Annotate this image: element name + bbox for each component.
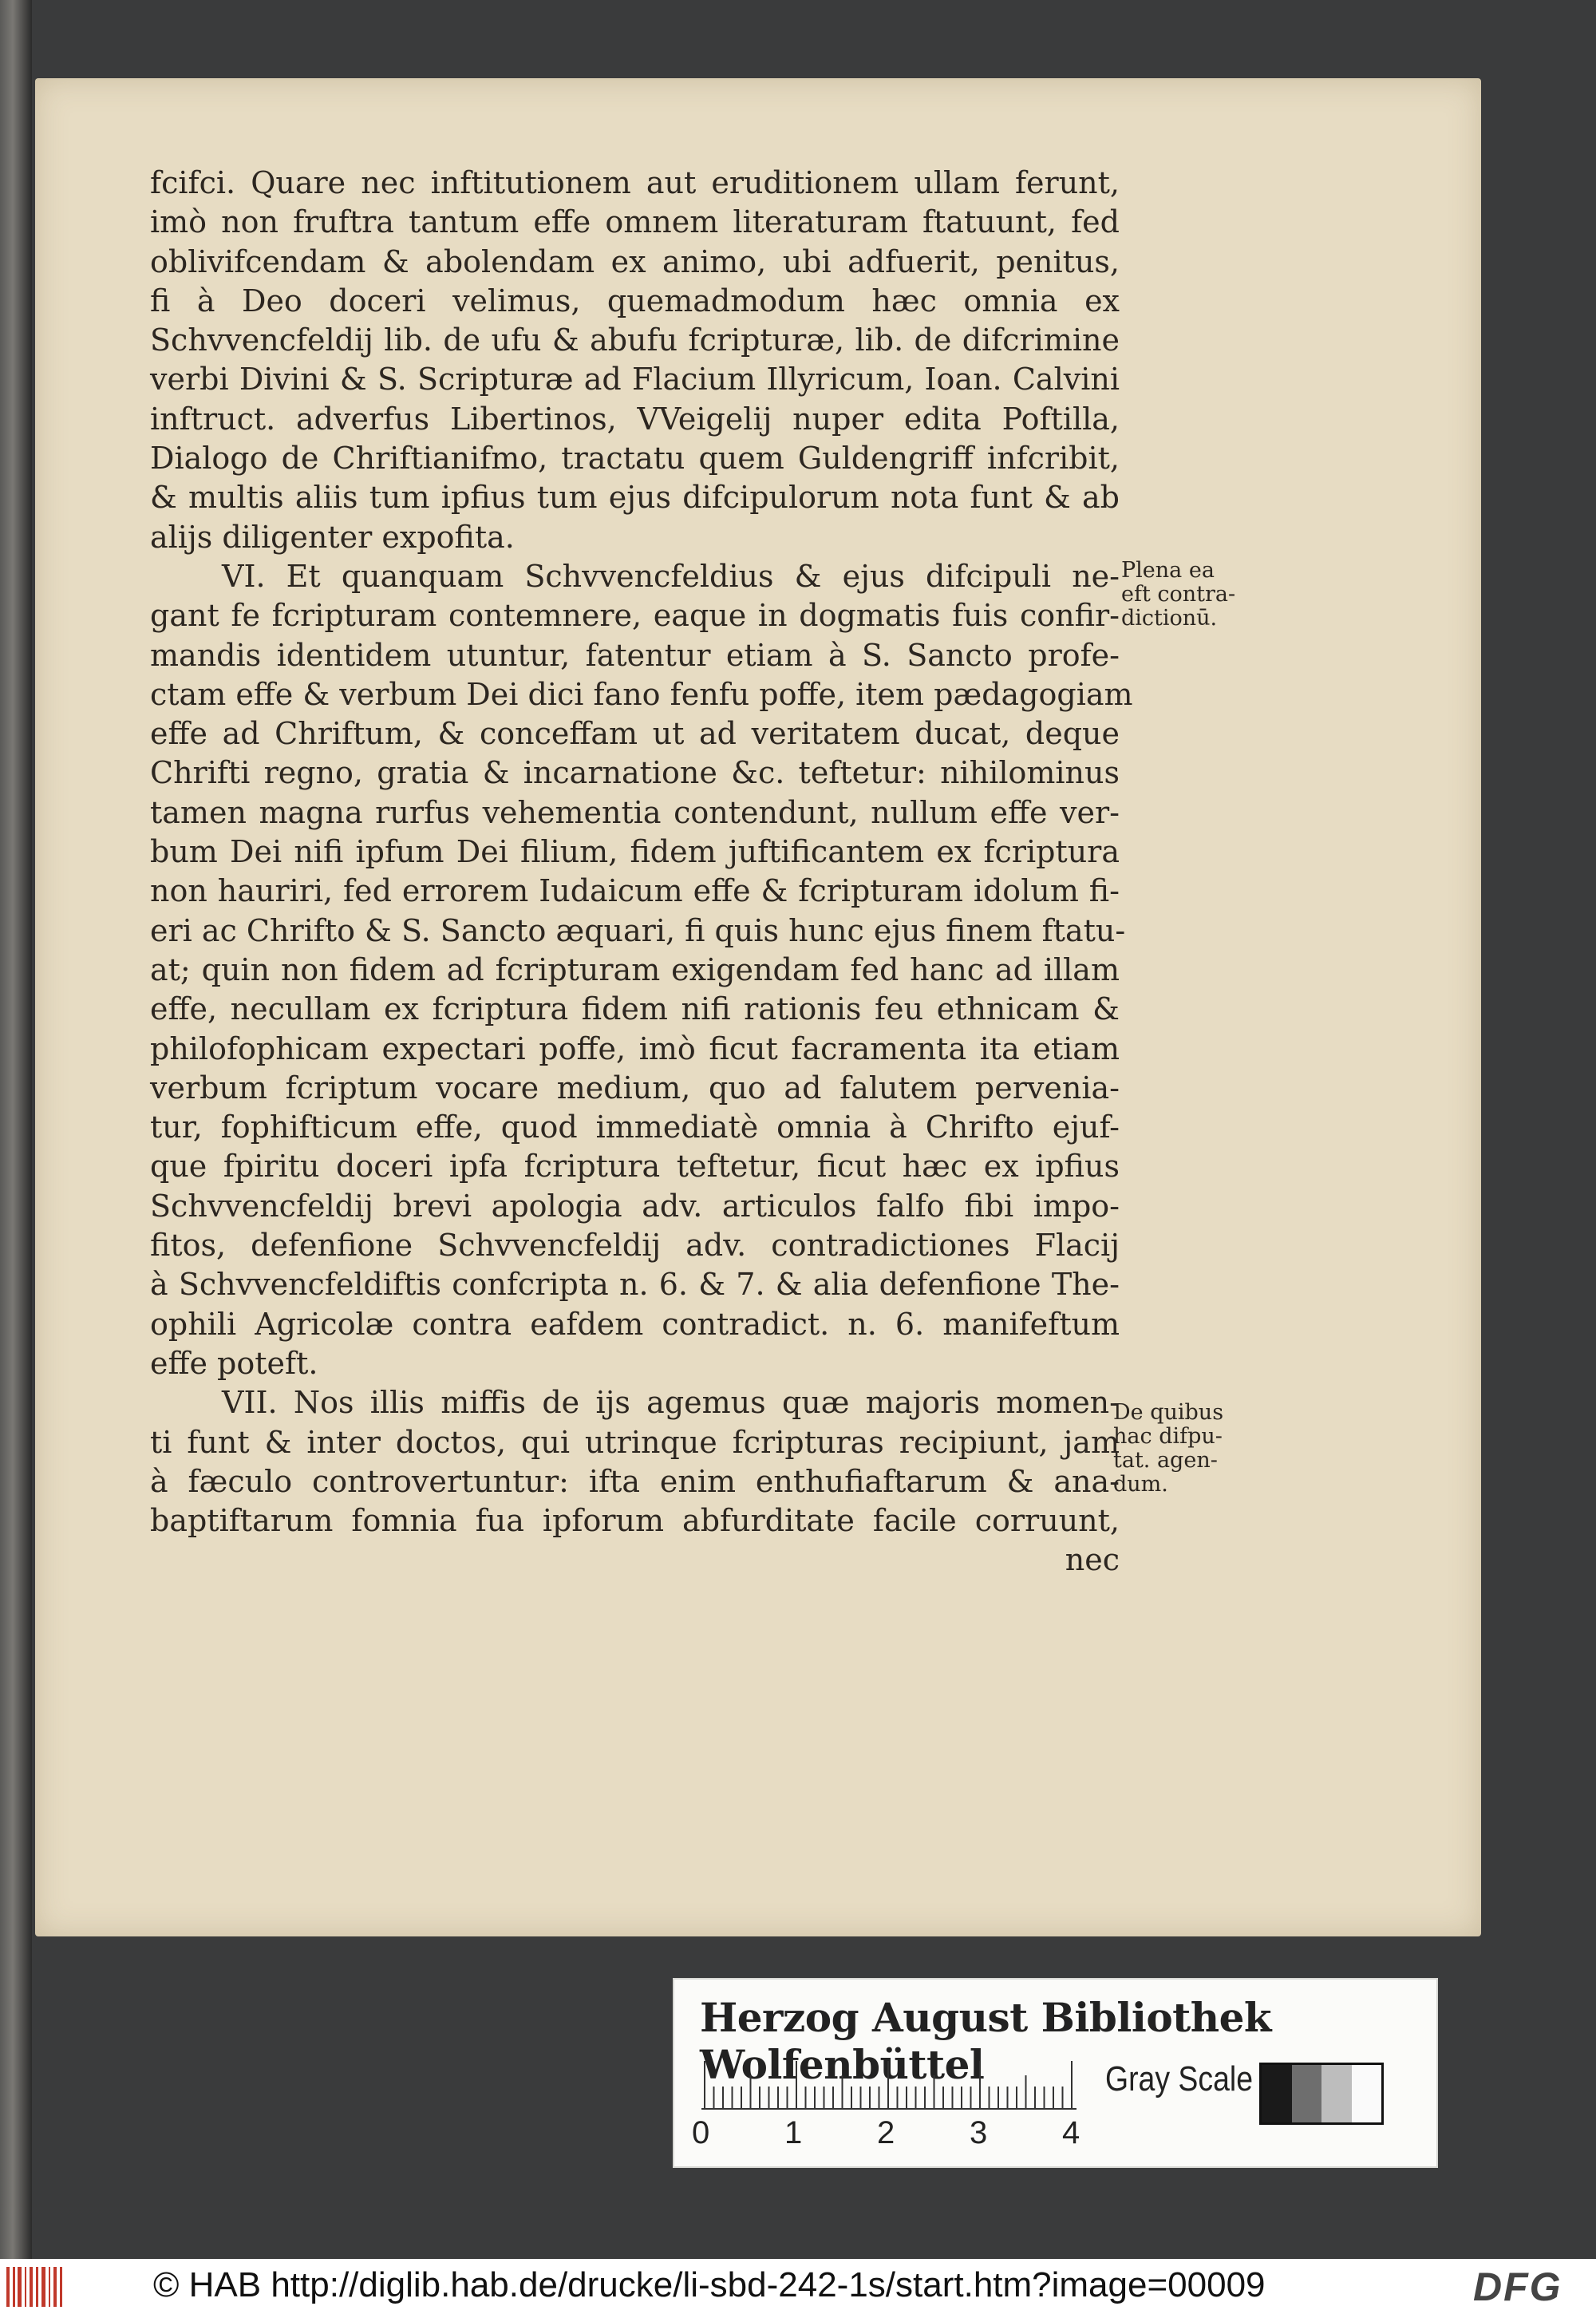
text-line: gant fe fcripturam contemnere, eaque in dogmatis fuis confir-	[150, 598, 1120, 634]
text-line: & multis aliis tum ipfius tum ejus difcipulorum nota funt & ab	[150, 480, 1120, 516]
ruler-number: 4	[1062, 2115, 1080, 2150]
copyright-url: © HAB http://diglib.hab.de/drucke/li-sbd-242-1s/start.htm?image=00009	[153, 2265, 1266, 2304]
marginal-line: dictionū.	[1121, 606, 1218, 631]
text-line: fitos, defenfione Schvvencfeldij adv. contradictiones Flacij	[150, 1228, 1120, 1264]
marginal-line: dum.	[1113, 1472, 1168, 1497]
text-line: Schvvencfeldij lib. de ufu & abufu fcripturæ, lib. de difcrimine	[150, 322, 1120, 358]
text-line: tamen magna rurfus vehementia contendunt, nullum effe ver-	[150, 794, 1120, 830]
text-line: ophili Agricolæ contra eafdem contradict. n. 6. manifeftum	[150, 1306, 1120, 1342]
text-line: at; quin non fidem ad fcripturam exigendam fed hanc ad illam	[150, 951, 1120, 987]
marginal-line: eft contra-	[1121, 582, 1236, 607]
marginal-line: hac difpu-	[1113, 1424, 1223, 1449]
text-line: alijs diligenter expofita.	[150, 519, 515, 555]
marginal-line: De quibus	[1113, 1400, 1224, 1425]
text-line: inftruct. adverfus Libertinos, VVeigelij nuper edita Poftilla,	[150, 401, 1120, 437]
text-line: verbi Divini & S. Scripturæ ad Flacium Illyricum, Ioan. Calvini	[150, 362, 1120, 398]
page-body-text	[150, 164, 1133, 1580]
text-line: mandis identidem utuntur, fatentur etiam à S. Sancto profe-	[150, 637, 1120, 673]
text-line: VII. Nos illis miffis de ijs agemus quæ majoris momen-	[222, 1385, 1120, 1421]
catchword: nec	[1065, 1542, 1120, 1578]
text-line: à Schvvencfeldiftis confcripta n. 6. & 7. & alia defenfione The-	[150, 1267, 1120, 1303]
text-line: Dialogo de Chriftianifmo, tractatu quem Guldengriff infcribit,	[150, 441, 1120, 477]
ruler-number: 3	[970, 2115, 988, 2150]
ruler-numbers	[692, 2115, 1091, 2155]
ruler-number: 2	[877, 2115, 895, 2150]
marginal-line: Plena ea	[1121, 558, 1215, 583]
text-line: bum Dei nifi ipfum Dei filium, fidem juftificantem ex fcriptura	[150, 834, 1120, 870]
text-line: fcifci. Quare nec inftitutionem aut eruditionem ullam ferunt,	[150, 165, 1120, 200]
text-line: VI. Et quanquam Schvvencfeldius & ejus difcipuli ne-	[222, 558, 1120, 594]
marginal-line: tat. agen-	[1113, 1448, 1218, 1473]
text-line: effe ad Chriftum, & conceffam ut ad veritatem ducat, deque	[150, 716, 1120, 752]
text-line: effe poteft.	[150, 1345, 318, 1381]
barcode-icon	[6, 2267, 64, 2307]
ruler-scale	[701, 2059, 1077, 2112]
dfg-logo: DFG	[1473, 2265, 1562, 2309]
library-name: Herzog August Bibliothek Wolfenbüttel	[700, 1994, 1272, 2088]
text-line: oblivifcendam & abolendam ex animo, ubi adfuerit, penitus,	[150, 243, 1120, 279]
book-edge	[0, 0, 32, 2259]
library-color-card	[673, 1978, 1438, 2168]
text-line: effe, necullam ex fcriptura fidem nifi rationis feu ethnicam &	[150, 991, 1120, 1027]
text-line: baptiftarum fomnia fua ipforum abfurditate facile corruunt,	[150, 1503, 1120, 1539]
gray-scale-swatch	[1259, 2063, 1384, 2125]
text-line: verbum fcriptum vocare medium, quo ad falutem pervenia-	[150, 1070, 1120, 1106]
text-line: que fpiritu doceri ipfa fcriptura teftetur, ficut hæc ex ipfius	[150, 1149, 1120, 1185]
text-line: ctam effe & verbum Dei dici fano fenfu poffe, item pædagogiam	[150, 676, 1133, 712]
text-line: ti funt & inter doctos, qui utrinque fcripturas recipiunt, jam	[150, 1424, 1120, 1460]
text-line: eri ac Chrifto & S. Sancto æquari, fi quis hunc ejus finem ftatu-	[150, 912, 1126, 948]
text-line: tur, fophifticum effe, quod immediatè omnia à Chrifto ejuf-	[150, 1110, 1120, 1145]
marginal-note	[1121, 559, 1235, 631]
text-line: non hauriri, fed errorem Iudaicum effe & fcripturam idolum fi-	[150, 873, 1120, 909]
footer-bar	[0, 2259, 1596, 2314]
text-line: Chrifti regno, gratia & incarnatione &c. teftetur: nihilominus	[150, 755, 1120, 791]
marginal-note	[1113, 1401, 1223, 1497]
text-line: philofophicam expectari poffe, imò ficut facramenta ita etiam	[150, 1030, 1120, 1066]
text-line: imò non fruftra tantum effe omnem literaturam ftatuunt, fed	[150, 204, 1120, 240]
ruler-number: 0	[692, 2115, 710, 2150]
text-line: Schvvencfeldij brevi apologia adv. articulos falfo fibi impo-	[150, 1188, 1120, 1224]
ruler-number: 1	[784, 2115, 803, 2150]
gray-scale-label: Gray Scale	[1105, 2059, 1253, 2098]
text-line: à fæculo controvertuntur: ifta enim enthufiaftarum & ana-	[150, 1463, 1120, 1499]
text-line: fi à Deo doceri velimus, quemadmodum hæc omnia ex	[150, 283, 1120, 318]
